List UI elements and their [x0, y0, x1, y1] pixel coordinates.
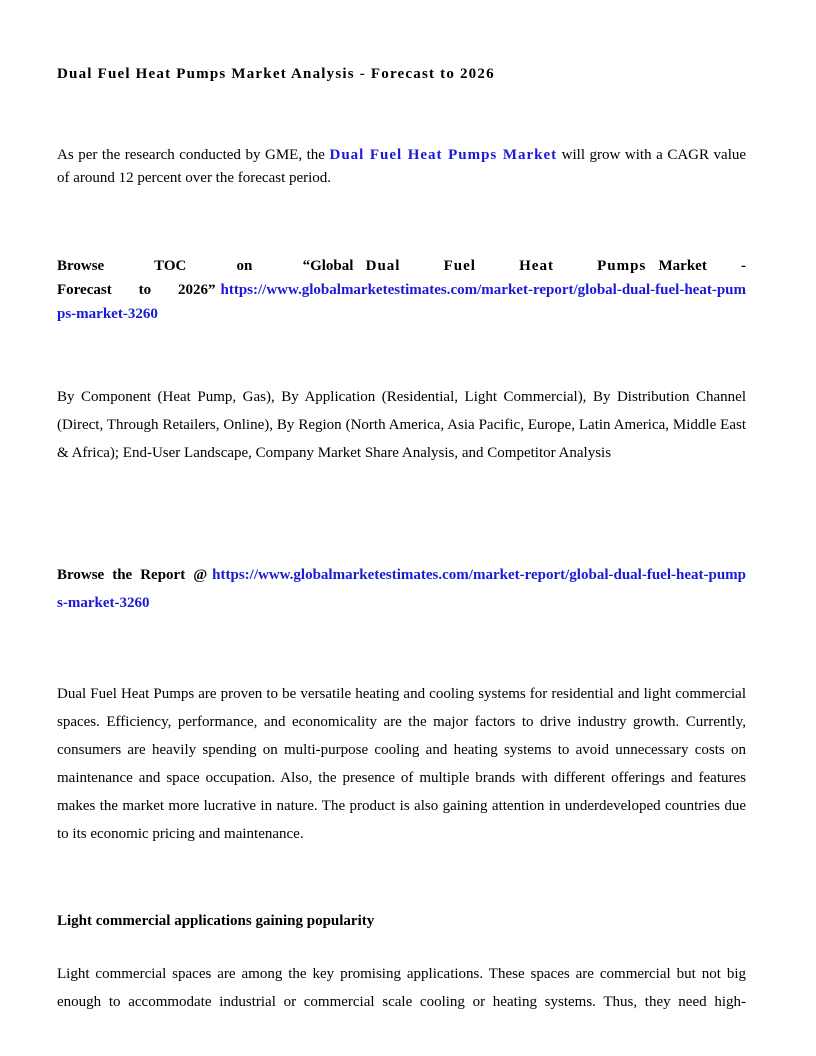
intro-text-before: As per the research conducted by GME, the: [57, 147, 325, 163]
browse-report-label: Browse the Report @: [57, 567, 208, 583]
section-heading: Light commercial applications gaining popularity: [57, 913, 375, 929]
intro-text-after: will grow with a CAGR value of around 12 percent over the forecast period.: [57, 147, 747, 186]
toc-url-link[interactable]: https://www.globalmarketestimates.com/market-report/global-dual-fuel-heat-pumps-market-3260: [57, 282, 746, 322]
toc-paragraph: [57, 254, 746, 326]
market-link[interactable]: Dual Fuel Heat Pumps Market: [329, 147, 558, 163]
section-paragraph: Light commercial spaces are among the key promising applications. These spaces are commercial but not big enough to accommodate industrial or commercial scale cooling or heating systems. Thus, they need high-: [57, 966, 746, 1010]
body-paragraph: Dual Fuel Heat Pumps are proven to be versatile heating and cooling systems for residential and light commercial spaces. Efficiency, performance, and economicality are the major factors to drive industry growth. Currently, consumers are heavily spending on multi-purpose cooling and heating systems to avoid unnecessary costs on maintenance and space occupation. Also, the presence of multiple brands with different offerings and features makes the market more lucrative in nature. The product is also gaining attention in underdeveloped countries due to its economic pricing and maintenance.: [57, 686, 746, 842]
document-title: Dual Fuel Heat Pumps Market Analysis - Forecast to 2026: [57, 66, 495, 82]
intro-paragraph: [57, 144, 746, 190]
segments-paragraph: By Component (Heat Pump, Gas), By Application (Residential, Light Commercial), By Distribution Channel (Direct, Through Retailers, Online), By Region (North America, Asia Pacific, Europe, Latin America, Middle East & Africa); End-User Landscape, Company Market Share Analysis, and Competitor Analysis: [57, 389, 746, 461]
browse-report-link[interactable]: https://www.globalmarketestimates.com/market-report/global-dual-fuel-heat-pumps-market-3260: [57, 567, 746, 611]
toc-prefix: Browse TOC on “Global: [57, 258, 354, 274]
toc-suffix: Market - Forecast to 2026”: [57, 258, 747, 298]
toc-highlight: Dual Fuel Heat Pumps: [365, 258, 647, 274]
browse-report-paragraph: [57, 561, 746, 617]
